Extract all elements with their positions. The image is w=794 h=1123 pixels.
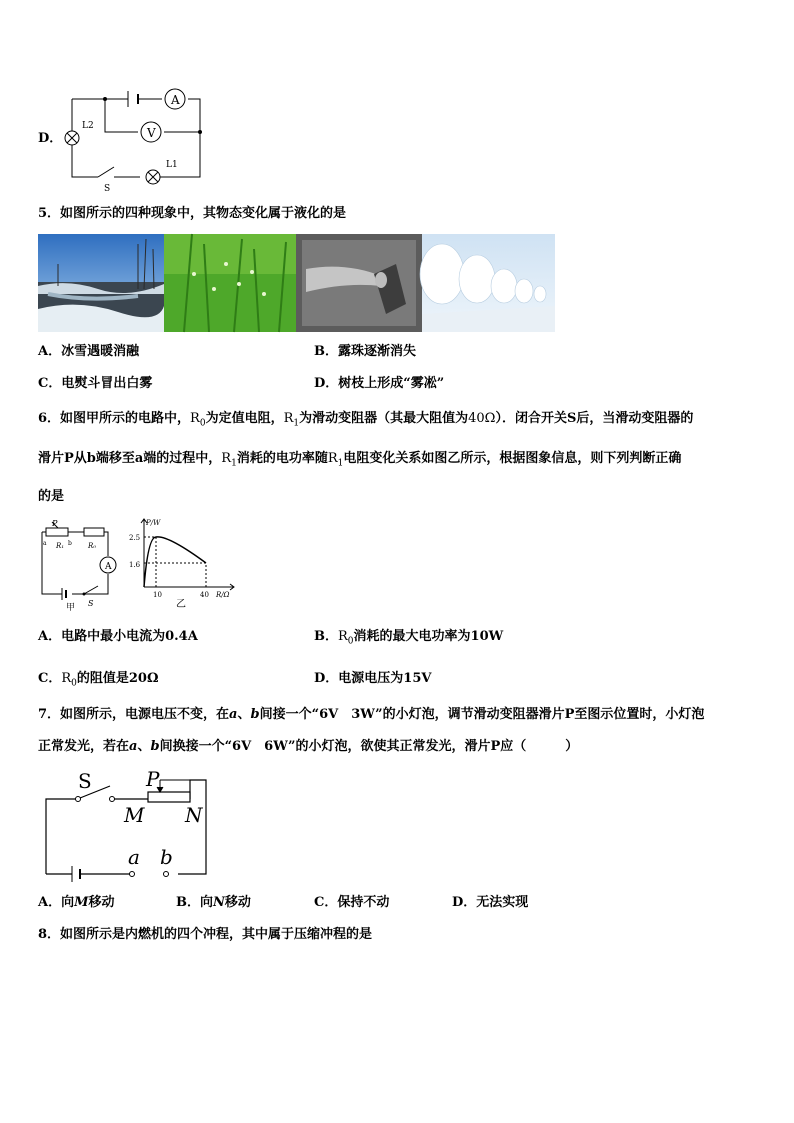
q5-stem: 5．如图所示的四种现象中，其物态变化属于液化的是 bbox=[38, 206, 347, 221]
q4-circuit-diagram bbox=[60, 85, 210, 194]
voltmeter-label: V bbox=[147, 126, 156, 140]
melting-snow-photo bbox=[38, 234, 164, 332]
q7-option-b[interactable]: B．向N移动 bbox=[176, 895, 251, 910]
q7-stem-line2: 正常发光，若在a、b间换接一个“6V 6W”的小灯泡，欲使其正常发光，滑片P应（ ） bbox=[38, 739, 579, 754]
lamp1-label: L1 bbox=[166, 160, 178, 170]
svg-text:1.6: 1.6 bbox=[129, 561, 141, 569]
q6-option-b[interactable]: B．$R_0$消耗的最大电功率为10W bbox=[314, 629, 504, 647]
q6-stem-line2: 滑片P从b端移至a端的过程中，$R_1$消耗的电功率随$R_1$电阻变化关系如图乙所示，根据图象信息，则下列判断正确 bbox=[38, 451, 682, 469]
svg-text:N: N bbox=[185, 803, 203, 827]
svg-text:R₀: R₀ bbox=[88, 542, 97, 550]
q6-circuit-jia bbox=[38, 518, 128, 613]
dew-grass-photo bbox=[164, 234, 296, 332]
q5-option-c[interactable]: C．电熨斗冒出白雾 bbox=[38, 376, 153, 391]
q7-option-a[interactable]: A．向M移动 bbox=[38, 895, 115, 910]
q5-option-a[interactable]: A．冰雪遇暖消融 bbox=[38, 344, 140, 359]
q7-option-c[interactable]: C．保持不动 bbox=[314, 895, 390, 910]
rime-trees-photo bbox=[422, 234, 555, 332]
svg-text:R/Ω: R/Ω bbox=[216, 591, 230, 599]
svg-text:乙: 乙 bbox=[176, 599, 186, 610]
svg-text:R₁: R₁ bbox=[56, 542, 65, 550]
q4-option-d-label: D． bbox=[38, 131, 63, 146]
svg-text:S: S bbox=[88, 599, 94, 608]
svg-text:10: 10 bbox=[153, 591, 162, 599]
q5-option-d[interactable]: D．树枝上形成“雾凇” bbox=[314, 376, 445, 391]
switch-label: S bbox=[104, 184, 111, 194]
iron-steam-photo bbox=[296, 234, 422, 332]
q6-stem-line3: 的是 bbox=[38, 489, 65, 504]
q6-option-a[interactable]: A．电路中最小电流为0.4A bbox=[38, 629, 198, 644]
svg-text:P: P bbox=[52, 519, 58, 528]
svg-text:b: b bbox=[68, 540, 72, 547]
q7-stem-line1: 7．如图所示，电源电压不变，在a、b间接一个“6V 3W”的小灯泡，调节滑动变阻器滑片P至图示位置时，小灯泡 bbox=[38, 707, 705, 722]
q6-option-c[interactable]: C．$R_0$的阻值是20Ω bbox=[38, 671, 159, 689]
svg-text:甲: 甲 bbox=[66, 603, 76, 613]
svg-text:A: A bbox=[105, 562, 112, 572]
q7-circuit-diagram bbox=[40, 767, 215, 882]
q5-option-b[interactable]: B．露珠逐渐消失 bbox=[314, 344, 416, 359]
svg-text:2.5: 2.5 bbox=[129, 534, 141, 542]
ammeter-label: A bbox=[171, 93, 180, 107]
svg-text:S: S bbox=[78, 769, 92, 793]
q6-stem-line1: 6．如图甲所示的电路中，$R_0$为定值电阻，$R_1$为滑动变阻器（其最大阻值为40Ω）．闭合开关S后，当滑动变阻器的 bbox=[38, 411, 694, 429]
svg-text:b: b bbox=[160, 845, 173, 869]
q6-option-d[interactable]: D．电源电压为15V bbox=[314, 671, 432, 686]
svg-text:a: a bbox=[43, 540, 47, 547]
svg-text:P: P bbox=[146, 767, 160, 791]
svg-text:M: M bbox=[124, 803, 145, 827]
q6-graph-yi bbox=[128, 515, 240, 610]
svg-text:a: a bbox=[128, 845, 140, 869]
q7-option-d[interactable]: D．无法实现 bbox=[452, 895, 529, 910]
svg-text:P/W: P/W bbox=[146, 519, 161, 527]
lamp2-label: L2 bbox=[82, 121, 94, 131]
svg-text:40: 40 bbox=[200, 591, 209, 599]
q8-stem: 8．如图所示是内燃机的四个冲程，其中属于压缩冲程的是 bbox=[38, 927, 373, 942]
